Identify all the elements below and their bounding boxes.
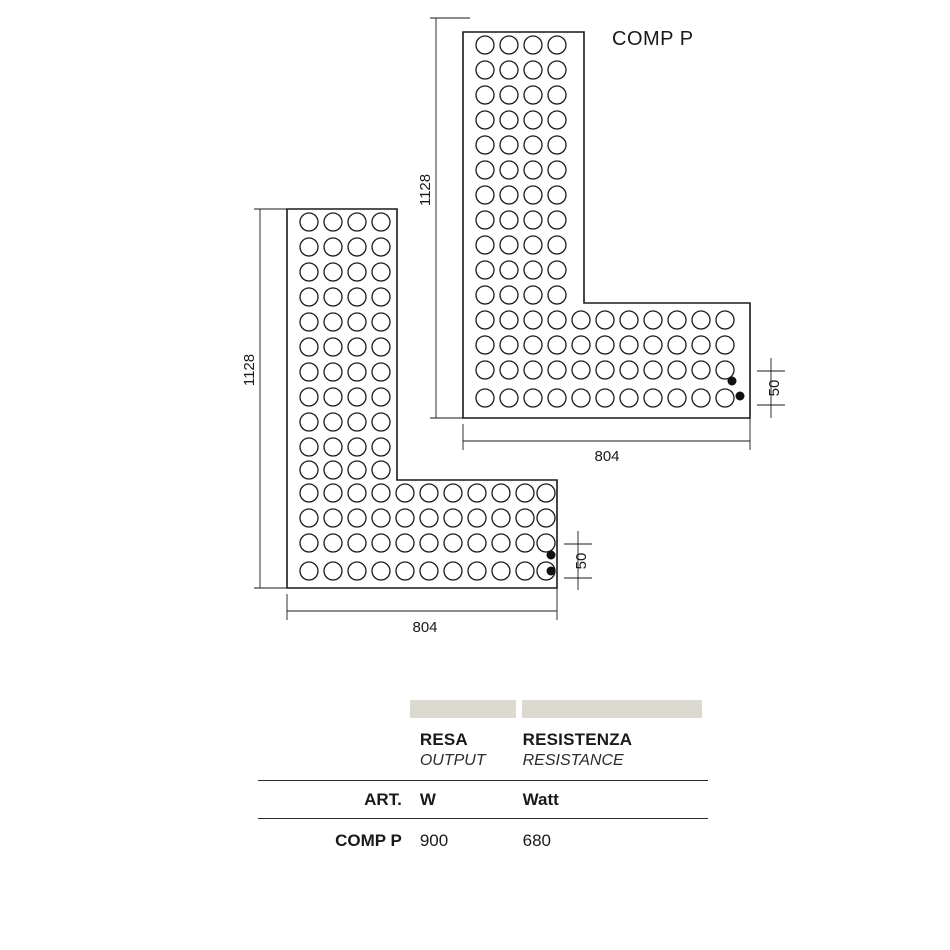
header-resistance	[523, 718, 708, 781]
header-swatches	[410, 700, 708, 718]
row-resistance: 680	[522, 831, 551, 850]
header-output-sub: OUTPUT	[419, 752, 486, 769]
lower-perforations	[300, 213, 555, 580]
specifications-table	[258, 718, 708, 857]
upper-l-shape	[463, 32, 750, 418]
dim-lower-thickness: 50	[573, 552, 590, 570]
upper-connection-dots	[728, 377, 745, 401]
swatch-resistance	[522, 700, 702, 718]
header-resistance-main: RESISTENZA	[522, 730, 633, 749]
spec-table	[258, 700, 708, 857]
drawing-title: COMP P	[612, 28, 694, 50]
unit-output: W	[420, 781, 523, 819]
dim-lower-height: 1128	[241, 353, 258, 387]
header-output	[420, 718, 523, 781]
table-row	[258, 819, 708, 858]
row-output: 900	[419, 831, 449, 850]
upper-perforations	[476, 36, 734, 407]
table-unit-row	[258, 781, 708, 819]
dim-lower-width: 804	[412, 619, 438, 636]
dimension-lines	[254, 18, 785, 620]
shape-outlines	[287, 32, 750, 588]
dimension-labels	[241, 174, 783, 636]
dim-upper-height: 1128	[417, 173, 434, 207]
header-blank	[258, 718, 420, 781]
dim-upper-thickness: 50	[766, 379, 783, 397]
swatch-output	[410, 700, 516, 718]
unit-art-label: ART.	[258, 781, 420, 819]
dim-upper-width: 804	[594, 448, 620, 465]
header-resistance-sub: RESISTANCE	[522, 752, 624, 769]
unit-resistance: Watt	[523, 781, 708, 819]
table-header-row	[258, 718, 708, 781]
row-art: COMP P	[335, 831, 402, 850]
header-output-main: RESA	[419, 730, 468, 749]
